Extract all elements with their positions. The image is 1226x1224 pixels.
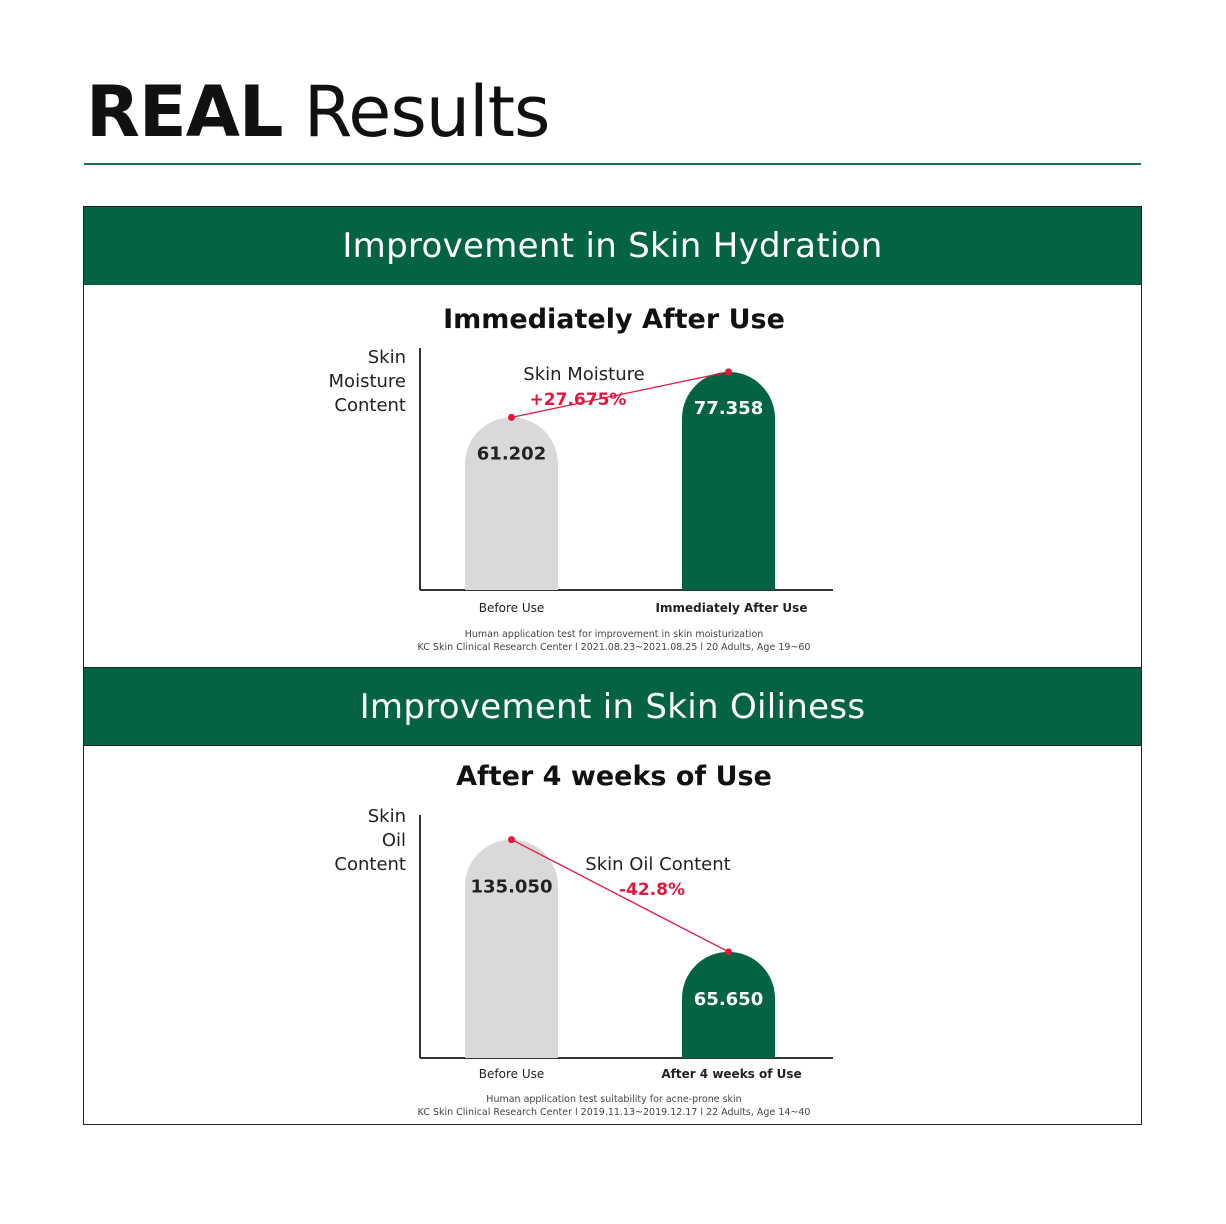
- trend-point-before: [508, 836, 515, 843]
- y-axis-label-line: Skin: [367, 806, 406, 827]
- page-title: [86, 70, 550, 154]
- x-tick-label: After 4 weeks of Use: [661, 1067, 802, 1081]
- oiliness-chart: [84, 745, 1141, 1123]
- title-divider: [84, 163, 1141, 165]
- chart-footnote: KC Skin Clinical Research Center l 2021.08.23~2021.08.25 l 20 Adults, Age 19~60: [417, 642, 811, 653]
- chart-title: After 4 weeks of Use: [456, 761, 772, 792]
- hydration-section-header: Improvement in Skin Hydration: [84, 207, 1141, 285]
- x-tick-label: Before Use: [478, 601, 545, 615]
- chart-title: Immediately After Use: [443, 304, 785, 335]
- y-axis-label-line: Skin: [367, 347, 406, 368]
- change-annotation-percent: -42.8%: [618, 880, 686, 900]
- x-tick-label: Immediately After Use: [655, 601, 808, 615]
- results-panel: [83, 206, 1142, 1125]
- page-title-rest: Results: [303, 71, 550, 153]
- bar-value-label: 65.650: [693, 988, 764, 1010]
- chart-footnote: Human application test suitability for acne-prone skin: [486, 1094, 742, 1105]
- bar-before-use: [465, 840, 558, 1058]
- bar-value-label: 77.358: [693, 397, 764, 419]
- change-annotation-label: Skin Oil Content: [585, 854, 731, 875]
- bar-value-label: 61.202: [476, 443, 547, 465]
- oiliness-section-header: Improvement in Skin Oiliness: [84, 667, 1141, 746]
- change-annotation-label: Skin Moisture: [523, 364, 645, 385]
- trend-point-after: [725, 368, 732, 375]
- x-tick-label: Before Use: [478, 1067, 545, 1081]
- bar-value-label: 135.050: [470, 876, 553, 898]
- y-axis-label-line: Oil: [381, 830, 406, 851]
- trend-point-after: [725, 948, 732, 955]
- page-title-bold: REAL: [86, 71, 283, 153]
- trend-point-before: [508, 414, 515, 421]
- change-annotation-percent: +27.675%: [529, 390, 627, 410]
- chart-footnote: Human application test for improvement in skin moisturization: [464, 629, 764, 640]
- y-axis-label-line: Content: [334, 854, 406, 875]
- hydration-chart: [84, 285, 1141, 667]
- chart-footnote: KC Skin Clinical Research Center l 2019.11.13~2019.12.17 l 22 Adults, Age 14~40: [417, 1107, 811, 1118]
- y-axis-label-line: Moisture: [328, 371, 406, 392]
- y-axis-label-line: Content: [334, 395, 406, 416]
